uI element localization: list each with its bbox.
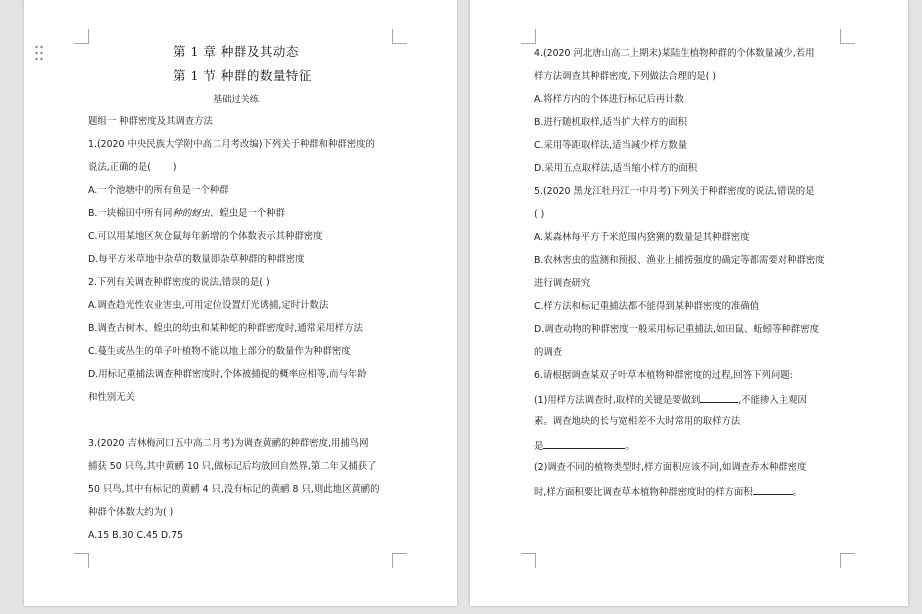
- crop-mark-top-right: [840, 29, 855, 44]
- q5-option-d-line2: 的调查: [534, 347, 563, 358]
- q1-option-c: C.可以用某地区灰仓鼠每年新增的个体数表示其种群密度: [88, 231, 323, 242]
- crop-mark-bottom-left: [74, 553, 89, 568]
- q6-part2-line1: (2)调查不同的植物类型时,样方面积应该不同,如调查乔木种群密度: [534, 462, 807, 473]
- q2-stem: 2.下列有关调查种群密度的说法,错误的是( ): [88, 277, 270, 288]
- crop-mark-top-right: [392, 29, 407, 44]
- drag-handle-icon[interactable]: [34, 44, 44, 62]
- q2-option-a: A.调查趋光性农业害虫,可用定位设置灯光诱捕,定时计数法: [88, 300, 329, 311]
- q4-stem-line2: 样方法调查其种群密度,下列做法合理的是( ): [534, 71, 717, 82]
- q6-stem: 6.请根据调查某双子叶草本植物种群密度的过程,回答下列问题:: [534, 370, 793, 381]
- topic-heading: 题组一 种群密度及其调查方法: [88, 116, 213, 127]
- q5-stem-line2: ( ): [534, 209, 545, 220]
- q3-stem-line3: 50 只鸟,其中有标记的黄鹂 4 只,没有标记的黄鹂 8 只,则此地区黄鹂的: [88, 484, 380, 495]
- crop-mark-top-left: [74, 29, 89, 44]
- q5-option-c: C.样方法和标记重捕法都不能得到某种群密度的准确值: [534, 301, 760, 312]
- q4-option-c: C.采用等距取样法,适当减少样方数量: [534, 140, 688, 151]
- q2-option-d-line2: 和性别无关: [88, 392, 135, 403]
- crop-mark-bottom-left: [521, 553, 536, 568]
- section-title: 第 1 节 种群的数量特征: [173, 68, 312, 83]
- q3-stem-line4: 种群个体数大约为( ): [88, 507, 174, 518]
- q5-option-b-line1: B.农林害虫的监测和预报、渔业上捕捞强度的确定等都需要对种群密度: [534, 255, 825, 266]
- q5-option-d-line1: D.调查动物的种群密度一般采用标记重捕法,如田鼠、蚯蚓等种群密度: [534, 324, 820, 335]
- q4-option-b: B.进行随机取样,适当扩大样方的面积: [534, 117, 688, 128]
- q3-stem-line2: 捕获 50 只鸟,其中黄鹂 10 只,做标记后均放回自然界,第二年又捕获了: [88, 461, 377, 472]
- q6-part1-line1: (1)用样方法调查时,取样的关键是要做到 ,不能掺入主观因: [534, 395, 807, 406]
- q4-stem-line1: 4.(2020 河北唐山高二上期末)某陆生植物种群的个体数量减少,若用: [534, 48, 815, 59]
- q1-option-d: D.每平方米草地中杂草的数量即杂草种群的种群密度: [88, 254, 305, 265]
- q6-part1-line3: 是 。: [534, 441, 635, 452]
- q2-option-d-line1: D.用标记重捕法调查种群密度时,个体被捕捉的概率应相等,而与年龄: [88, 369, 367, 380]
- q5-option-a: A.某森林每平方千米范围内猞猁的数量是其种群密度: [534, 232, 750, 243]
- answer-blank[interactable]: [543, 439, 625, 449]
- q2-option-c: C.蔓生或丛生的单子叶植物不能以地上部分的数量作为种群密度: [88, 346, 351, 357]
- q1-stem-line2: 说法,正确的是( ): [88, 162, 177, 173]
- q3-options: A.15 B.30 C.45 D.75: [88, 530, 184, 541]
- crop-mark-bottom-right: [392, 553, 407, 568]
- q4-option-a: A.将样方内的个体进行标记后再计数: [534, 94, 684, 105]
- q4-option-d: D.采用五点取样法,适当缩小样方的面积: [534, 163, 698, 174]
- answer-blank[interactable]: [700, 393, 738, 403]
- q6-part1-line2: 素。调查地块的长与宽相差不大时常用的取样方法: [534, 416, 741, 427]
- q5-stem-line1: 5.(2020 黑龙江牡丹江一中月考)下列关于种群密度的说法,错误的是: [534, 186, 815, 197]
- subsection-heading: 基础过关练: [213, 94, 259, 105]
- q2-option-b: B.调查古树木、蝗虫的幼虫和某种蛇的种群密度时,通常采用样方法: [88, 323, 363, 334]
- chapter-title: 第 1 章 种群及其动态: [173, 44, 299, 59]
- crop-mark-bottom-right: [840, 553, 855, 568]
- q3-stem-line1: 3.(2020 吉林梅河口五中高二月考)为调查黄鹂的种群密度,用捕鸟网: [88, 438, 369, 449]
- q1-option-a: A.一个池塘中的所有鱼是一个种群: [88, 185, 229, 196]
- q1-option-b: B.一块棉田中所有同种的蚜虫、蝗虫是一个种群: [88, 208, 285, 219]
- q5-option-b-line2: 进行调查研究: [534, 278, 591, 289]
- q1-stem-line1: 1.(2020 中央民族大学附中高二月考改编)下列关于种群和种群密度的: [88, 139, 375, 150]
- crop-mark-top-left: [521, 29, 536, 44]
- q6-part2-line2: 时,样方面积要比调查草本植物种群密度时的样方面积 。: [534, 487, 802, 498]
- answer-blank[interactable]: [753, 485, 793, 495]
